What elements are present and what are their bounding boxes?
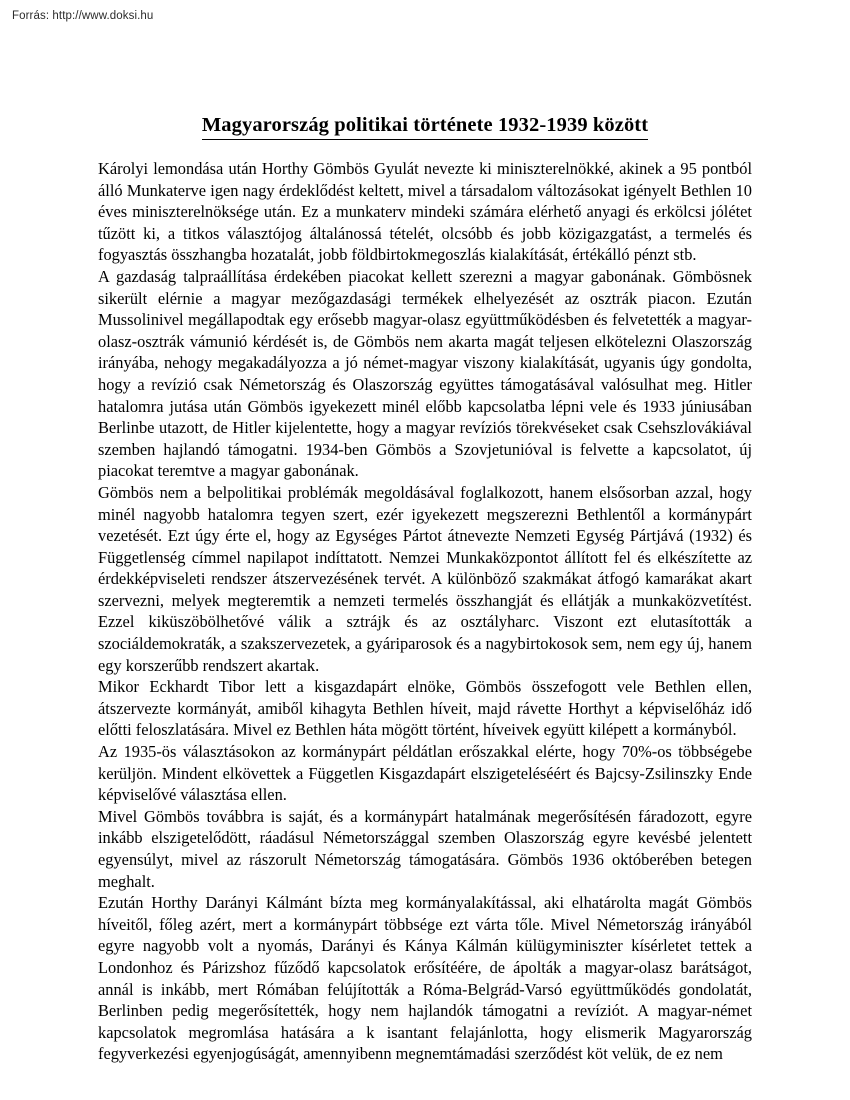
- paragraph: Az 1935-ös választásokon az kormánypárt példátlan erőszakkal elérte, hogy 70%-os többségebe kerüljön. Mindent elkövettek a Független Kisgazdapárt elszigeteléséért és Bajcsy-Zsilinszky Ende képviselővé választása ellen.: [98, 742, 752, 805]
- page-title-text: Magyarország politikai története 1932-1939 között: [202, 112, 648, 140]
- paragraph: Gömbös nem a belpolitikai problémák megoldásával foglalkozott, hanem elsősorban azzal, hogy minél nagyobb hatalomra tegyen szert, ezér igyekezett megszerezni Bethlentől a kormánypárt vezetését. Ezt úgy érte el, hogy az Egységes Pártot átnevezte Nemzeti Egység Pártjává (1932) és Függetlenség címmel napilapot indíttatott. Nemzei Munkaközpontot állított fel és elkészítette az érdekképviseleti rendszer átszervezésének tervét. A különböző szakmákat átfogó kamarákat akart szervezni, melyek megteremtik a nemzeti termelés összhangját és ellátják a munkaközvetítést. Ezzel kiküszöbölhetővé válik a sztrájk és az osztályharc. Viszont ezt elutasították a szociáldemokraták, a szakszervezetek, a gyáriparosok és a nagybirtokosok sem, nem egy új, hanem egy korszerűbb rendszert akartak.: [98, 482, 752, 675]
- paragraph: Ezután Horthy Darányi Kálmánt bízta meg kormányalakítással, aki elhatárolta magát Gömbös híveitől, főleg azért, mert a kormánypárt többsége ezt várta tőle. Mivel Németország irányából egyre nagyobb volt a nyomás, Darányi és Kánya Kálmán külügyminiszter kísérletet tettek a Londonhoz és Párizshoz fűződő kapcsolatok erősítéére, de ápolták a magyar-olasz barátságot, annál is inkább, mert Rómában felújították a Róma-Belgrád-Varsó együttműködés gondolatát, Berlinben pedig megerősítették, hogy nem hajlandók támogatni a revíziót. A magyar-német kapcsolatok megromlása hatására a k isantant felajánlotta, hogy elismerik Magyarország fegyverkezési egyenjogúságát, amennyibenn megnemtámadási szerződést köt velük, de ez nem: [98, 893, 752, 1064]
- page-title: [98, 112, 752, 140]
- source-watermark: Forrás: http://www.doksi.hu: [12, 10, 154, 22]
- paragraph: Mivel Gömbös továbbra is saját, és a kormánypárt hatalmának megerősítésén fáradozott, egyre inkább elszigetelődött, ráadásul Németországgal szemben Olaszország egyre kevésbé jelentett egyensúlyt, mivel az rászorult Németország támogatására. Gömbös 1936 októberében betegen meghalt.: [98, 806, 752, 891]
- paragraph: Károlyi lemondása után Horthy Gömbös Gyulát nevezte ki miniszterelnökké, akinek a 95 pontból álló Munkaterve igen nagy érdeklődést keltett, mivel a társadalom változásokat igényelt Bethlen 10 éves miniszterelnöksége után. Ez a munkaterv mindeki számára elérhető anyagi és erkölcsi jólétet tűzött ki, a titkos választójog általánossá tételét, olcsóbb és jobb közigazgatást, a termelés és fogyasztás összhangba hozatalát, jobb földbirtokmegoszlás kialakítását, értékálló pénzt stb.: [98, 159, 752, 265]
- paragraph: A gazdaság talpraállítása érdekében piacokat kellett szerezni a magyar gabonának. Gömbösnek sikerült elérnie a magyar mezőgazdasági termékek elhelyezését az osztrák piacon. Ezután Mussolinivel megállapodtak egy erősebb magyar-olasz együttműködésben és felvetették a magyar-olasz-osztrák vámunió kérdését is, de Gömbös nem akarta magát teljesen elkötelezni Olaszország irányába, nehogy megakadályozza a jó német-magyar viszony kialakítását, ugyanis úgy gondolta, hogy a revízió csak Németország és Olaszország együttes támogatásával valósulhat meg. Hitler hatalomra jutása után Gömbös igyekezett minél előbb kapcsolatba lépni vele és 1933 júniusában Berlinbe utazott, de Hitler kijelentette, hogy a magyar revíziós törekvéseket csak Csehszlovákiával szemben hajlandó támogatni. 1934-ben Gömbös a Szovjetunióval is felvette a kapcsolatot, új piacokat teremtve a magyar gabonának.: [98, 266, 752, 481]
- paragraph: Mikor Eckhardt Tibor lett a kisgazdapárt elnöke, Gömbös összefogott vele Bethlen ellen, átszervezte kormányát, amiből kihagyta Bethlen híveit, majd rávette Horthyt a képviselőház idő előtti feloszlatására. Mivel ez Bethlen háta mögött történt, híveivek együtt kilépett a kormányból.: [98, 677, 752, 740]
- document-body: [98, 158, 752, 1065]
